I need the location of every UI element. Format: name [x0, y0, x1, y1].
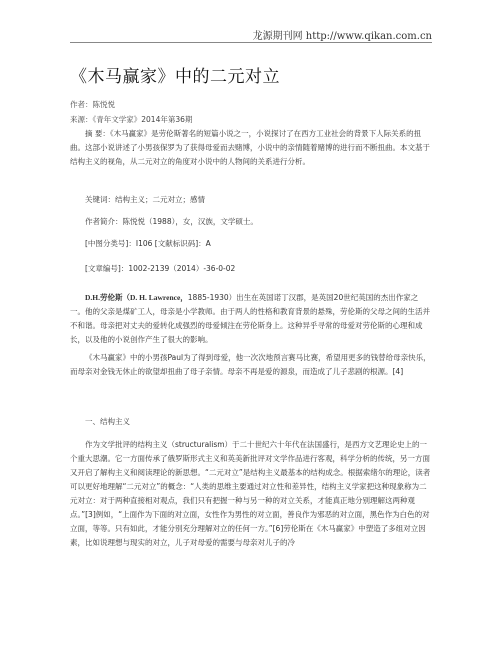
header-site-url[interactable]: 龙源期刊网 http://www.qikan.com.cn [252, 31, 432, 42]
section-heading-structuralism: 一、结构主义 [85, 417, 130, 426]
article-number: [文章编号]：1002-2139（2014）-36-0-02 [85, 264, 236, 273]
article-author: 作者：陈悦悦 [70, 100, 115, 109]
article-source: 来源：《青年文学家》2014年第36期 [70, 115, 193, 124]
article-title: 《木马赢家》中的二元对立 [70, 67, 280, 87]
paragraph-intro-text: 出生在英国诺丁汉郡，是英国20世纪英国的杰出作家之一。他的父亲是煤矿工人，母亲是小学教师。由于两人的性格和教育背景的悬殊，劳伦斯的父母之间的生活并不和谐。母亲把对丈夫的爱转化成强烈的母爱倾注在劳伦斯身上。这种异乎寻常的母爱对劳伦斯的心理和成长，以及他的小说创作产生了很大的影响。 [70, 293, 430, 344]
author-bio: 作者简介：陈悦悦（1988），女，汉族，文学硕士。 [85, 217, 258, 226]
paragraph-intro [70, 291, 432, 347]
paragraph-structuralism: 作为文学批评的结构主义（structuralism）于二十世纪六十年代在法国盛行，是西方文艺理论史上的一个重大思潮。它一方面传承了俄罗斯形式主义和英美新批评对文学作品进行客观，科学分析的传统，另一方面又开启了解构主义和阅读理论的新思想。“二元对立”是结构主义最基本的结构成念。根据索绪尔的理论，读者可以更好地理解“二元对立”的概念：“人类的思维主要通过对立性和差异性，结构主义学家把这种现象称为二元对立：对于两种直接相对观点，我们只有把握一种与另一种的对立关系，才能真正地分别理解这两种观点。”[3]例如，“上面作为下面的对立面，女性作为男性的对立面，善良作为邪恶的对立面，黑色作为白色的对立面，等等。只有如此，才能分别充分理解对立的任何一方。”[6]劳伦斯在《木马赢家》中塑造了多组对立因素，比如说理想与现实的对立，儿子对母爱的需要与母亲对儿子的冷 [70, 440, 431, 547]
classification-number: [中图分类号]：I106 [文献标识码]：A [85, 239, 211, 248]
article-abstract: 摘 要：《木马赢家》是劳伦斯著名的短篇小说之一，小说探讨了在西方工业社会的背景下人际关系的扭曲。这部小说讲述了小男孩保罗为了获得母爱而去赌博，小说中的亲情随着赌博的进行而不断扭曲。本文基于结构主义的视角，从二元对立的角度对小说中的人物间的关系进行分析。 [70, 129, 430, 166]
paragraph-story-summary: 《木马赢家》中的小男孩Paul为了得到母爱，他一次次地预言赛马比赛，希望用更多的钱替给母亲快乐，而母亲对金钱无休止的欲望却扭曲了母子亲情。母亲不再是爱的源泉，而造成了儿子悲剧的根源。[4] [70, 353, 431, 376]
article-keywords: 关键词：结构主义；二元对立；感情 [85, 195, 205, 204]
lawrence-dates: 1885-1930） [187, 293, 237, 302]
lawrence-name: D.H.劳伦斯（D. H. Lawrence， [85, 293, 188, 302]
header-divider [70, 42, 432, 43]
